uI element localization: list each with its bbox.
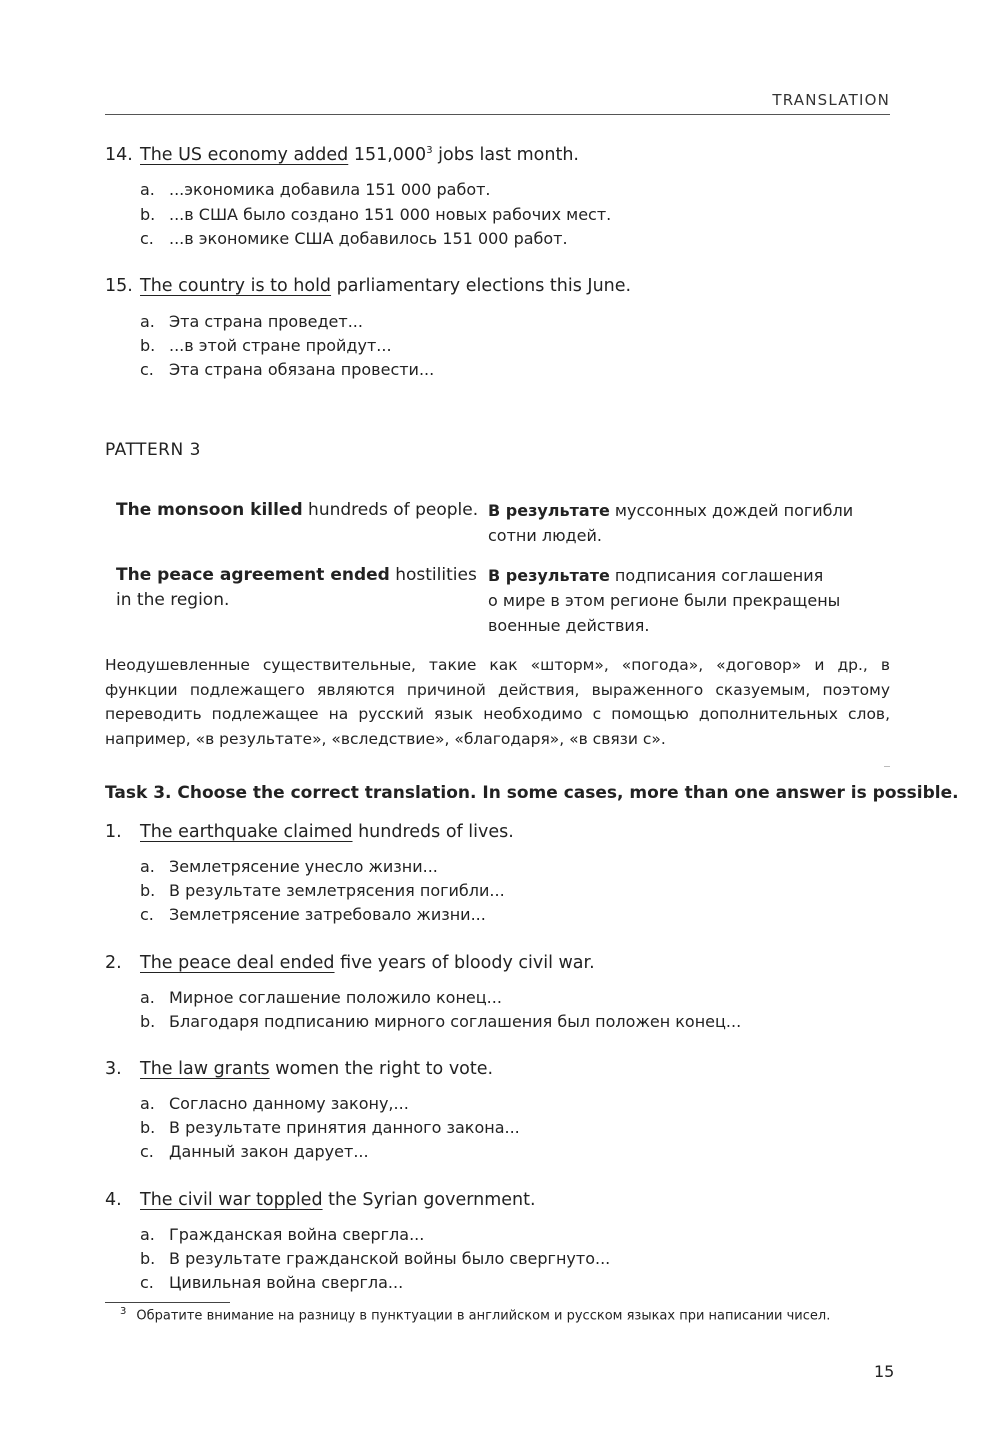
option-text: Данный закон дарует... [169,1142,369,1161]
option-b [140,205,611,224]
option-text: ...в этой стране пройдут... [169,336,392,355]
example-text: hundreds of people. [302,500,479,520]
example-text: сотни людей. [488,526,602,545]
option-letter: a. [140,312,155,331]
footnote-text: Обратите внимание на разницу в пунктуации в английском и русском языках при написании чисел. [136,1308,831,1324]
option-text: Эта страна обязана провести... [169,360,435,379]
option-c [140,905,486,924]
option-text: ...экономика добавила 151 000 работ. [169,180,491,199]
question-number: 3. [105,1059,122,1079]
question-15 [105,276,631,296]
option-c [140,360,434,379]
option-letter: b. [140,1118,156,1137]
example-2-en [116,563,477,613]
option-letter: c. [140,360,154,379]
option-text: Благодаря подписанию мирного соглашения был положен конец... [169,1012,742,1031]
option-letter: c. [140,1142,154,1161]
option-letter: a. [140,988,155,1007]
option-letter: c. [140,229,154,248]
question-number: 14. [105,145,133,165]
option-text: В результате землетрясения погибли... [169,881,505,900]
option-b [140,1012,741,1031]
option-text: ...в США было создано 151 000 новых рабочих мест. [169,205,612,224]
question-14 [105,145,579,165]
option-text: Землетрясение затребовало жизни... [169,905,486,924]
option-a [140,312,363,331]
question-number: 4. [105,1190,122,1210]
example-text: военные действия. [488,616,650,635]
option-b [140,881,505,900]
underlined-subject: The US economy added [140,145,349,165]
option-a [140,988,502,1007]
option-a [140,180,491,199]
underlined-subject: The earthquake claimed [140,822,353,842]
pattern-title: PATTERN 3 [105,440,201,460]
option-text: Гражданская война свергла... [169,1225,425,1244]
question-number: 2. [105,953,122,973]
footnote-mark: 3 [120,1306,127,1317]
question-number: 1. [105,822,122,842]
option-c [140,1142,369,1161]
task-item-1 [105,822,514,842]
example-1-ru [488,498,853,548]
page-number: 15 [874,1362,895,1381]
underlined-subject: The peace deal ended [140,953,335,973]
example-2-ru [488,563,840,638]
question-text: five years of bloody civil war. [334,953,595,973]
option-text: Мирное соглашение положило конец... [169,988,502,1007]
question-text: 151,000 [348,145,427,165]
example-text: подписания соглашения [609,566,824,585]
option-a [140,857,438,876]
option-text: В результате принятия данного закона... [169,1118,520,1137]
option-text: Согласно данному закону,... [169,1094,409,1113]
underlined-subject: The law grants [140,1059,270,1079]
option-letter: b. [140,205,156,224]
underlined-subject: The civil war toppled [140,1190,323,1210]
option-letter: c. [140,1273,154,1292]
option-letter: a. [140,1225,155,1244]
option-text: Эта страна проведет... [169,312,363,331]
footnote-ref: 3 [426,145,433,157]
option-text: Цивильная война свергла... [169,1273,404,1292]
underlined-subject: The country is to hold [140,276,332,296]
option-letter: b. [140,336,156,355]
example-bold: The peace agreement ended [116,565,390,585]
option-b [140,1249,610,1268]
task-title: Task 3. Choose the correct translation. In some cases, more than one answer is possible. [105,783,959,803]
example-bold: В результате [488,501,610,520]
example-bold: The monsoon killed [116,500,303,520]
question-text: parliamentary elections this June. [331,276,632,296]
footnote-divider [105,1302,230,1303]
option-letter: b. [140,1012,156,1031]
option-text: В результате гражданской войны было свергнуто... [169,1249,611,1268]
option-text: Землетрясение унесло жизни... [169,857,438,876]
example-bold: В результате [488,566,610,585]
option-letter: a. [140,180,155,199]
scan-mark [884,766,890,767]
question-text: the Syrian government. [322,1190,536,1210]
running-header [105,90,890,115]
task-item-4 [105,1190,536,1210]
option-letter: a. [140,1094,155,1113]
option-letter: b. [140,1249,156,1268]
option-c [140,1273,403,1292]
option-text: ...в экономике США добавилось 151 000 работ. [169,229,568,248]
option-letter: a. [140,857,155,876]
explanation-paragraph: Неодушевленные существительные, такие как «шторм», «погода», «договор» и др., в функции подлежащего являются причиной действия, выраженного сказуемым, поэтому переводить подлежащее на русский язык необходимо с помощью дополнительных слов, например, «в результате», «вследствие», «благодаря», «в связи с». [105,656,890,748]
option-letter: c. [140,905,154,924]
task-item-2 [105,953,595,973]
task-item-3 [105,1059,493,1079]
question-text: jobs last month. [432,145,579,165]
option-b [140,336,392,355]
example-text: hostilities [389,565,477,585]
question-text: hundreds of lives. [352,822,514,842]
section-title: TRANSLATION [772,91,890,109]
example-text: о мире в этом регионе были прекращены [488,591,841,610]
option-letter: b. [140,881,156,900]
option-a [140,1225,424,1244]
question-text: women the right to vote. [269,1059,494,1079]
option-b [140,1118,520,1137]
option-c [140,229,568,248]
example-text: in the region. [116,590,230,610]
question-number: 15. [105,276,133,296]
option-a [140,1094,409,1113]
example-text: муссонных дождей погибли [609,501,854,520]
footnote [120,1306,830,1323]
example-1-en [116,498,478,523]
